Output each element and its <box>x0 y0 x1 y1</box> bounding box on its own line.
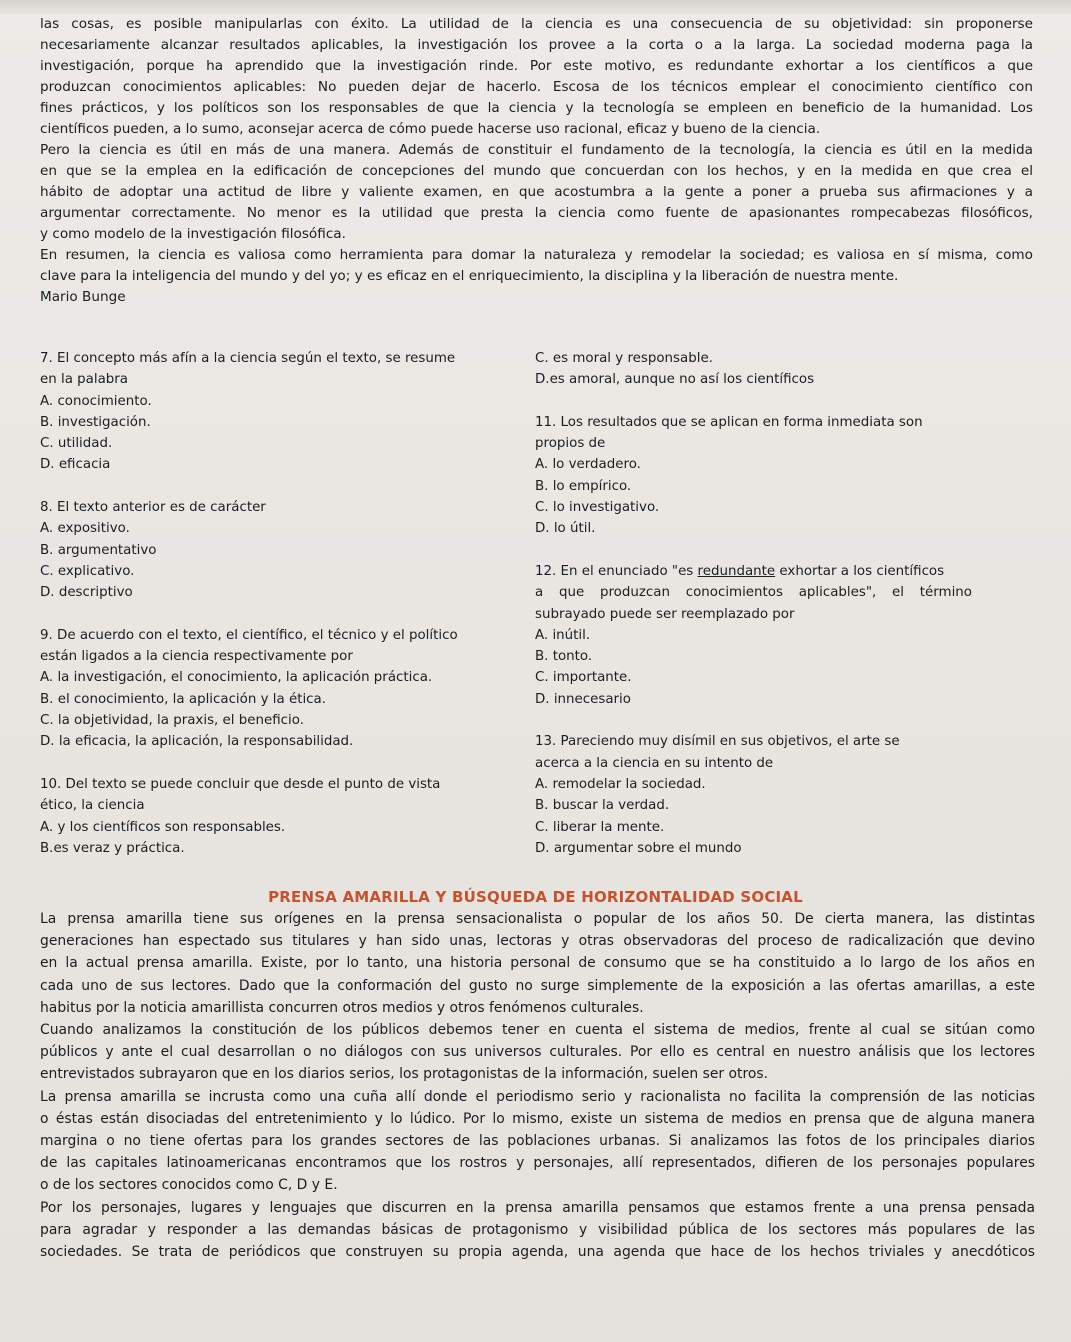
text-line: en que se la emplea en la edificación de concepciones del mundo que concuerdan con los hechos, y en la medida en que crea el <box>40 163 1033 179</box>
text-line: argumentar correctamente. No menor es la utilidad que presta la ciencia como fuente de apasionantes rompecabezas filosóficos, <box>40 205 1033 221</box>
spacer <box>535 710 1035 731</box>
option: C. liberar la mente. <box>535 819 665 835</box>
text-line: Por los personajes, lugares y lenguajes que discurren en la prensa amarilla pensamos que estamos frente a una prensa pensada <box>40 1199 1035 1216</box>
section-title: PRENSA AMARILLA Y BÚSQUEDA DE HORIZONTALIDAD SOCIAL <box>268 888 803 906</box>
option: A. y los científicos son responsables. <box>40 819 286 835</box>
option: C. explicativo. <box>40 563 135 579</box>
question-11-stem: propios de <box>535 436 606 452</box>
questions-right-column <box>535 348 1035 859</box>
questions-left-column <box>40 348 480 859</box>
question-12-stem: subrayado puede ser reemplazado por <box>535 606 795 622</box>
text-line: sociedades. Se trata de periódicos que construyen su propia agenda, una agenda que hace de los hechos triviales y anecdóticos <box>40 1244 1035 1261</box>
text-line: La prensa amarilla tiene sus orígenes en la prensa sensacionalista o popular de los años 50. De cierta manera, las distintas <box>40 911 1035 927</box>
passage-top <box>40 14 1033 308</box>
text-line: o éstas están disociadas del entretenimiento y lo lúdico. Por lo mismo, existe un sistema de medios en prensa que de alguna manera <box>40 1110 1035 1127</box>
text-line: cada uno de sus lectores. Dado que la conformación del gusto no surge simplemente de la exposición a las ofertas amarillas, a este <box>40 977 1035 994</box>
option: A. remodelar la sociedad. <box>535 776 706 792</box>
spacer <box>535 391 1035 412</box>
question-13-stem: acerca a la ciencia en su intento de <box>535 755 774 771</box>
text-line: clave para la inteligencia del mundo y del yo; y es eficaz en el enriquecimiento, la disciplina y la liberación de nuestra mente. <box>40 268 899 284</box>
option: B. lo empírico. <box>535 478 632 494</box>
option: A. conocimiento. <box>40 393 152 409</box>
text-line: habitus por la noticia amarillista concurren otros medios y otros fenómenos culturales. <box>40 999 644 1016</box>
text-line: científicos pueden, a lo sumo, aconsejar acerca de cómo puede hacerse uso racional, eficaz y bueno de la ciencia. <box>40 121 821 137</box>
text-line: para agradar y responder a las demandas básicas de protagonismo y visibilidad pública de los sectores más populares de las <box>40 1221 1035 1238</box>
spacer <box>40 604 480 625</box>
passage-lower <box>40 908 1035 1263</box>
option: B. investigación. <box>40 414 151 430</box>
text-line: investigación, porque ha aprendido que la investigación rinde. Por este motivo, es redundante exhortar a los científicos a que <box>40 58 1033 74</box>
text-line: Pero la ciencia es útil en más de una manera. Además de constituir el fundamento de la tecnología, la ciencia es útil en la medida <box>40 142 1033 158</box>
text-line: generaciones han espectado sus titulares y han sido unas, lectoras y otras observadoras del proceso de radicalización que devino <box>40 933 1035 950</box>
text-line: produzcan conocimientos aplicables: No pueden dejar de hacerlo. Escosa de los técnicos emplear el conocimiento científico con <box>40 79 1033 95</box>
option: D. eficacia <box>40 457 111 473</box>
text-line: La prensa amarilla se incrusta como una cuña allí donde el periodismo serio y racionalista no facilita la comprensión de las noticias <box>40 1088 1035 1105</box>
option: C. la objetividad, la praxis, el beneficio. <box>40 713 304 729</box>
option: A. expositivo. <box>40 521 130 537</box>
option: D. innecesario <box>535 691 631 707</box>
text-line: y como modelo de la investigación filosófica. <box>40 226 346 242</box>
question-10-stem: ético, la ciencia <box>40 798 145 814</box>
question-9-stem: están ligados a la ciencia respectivamente por <box>40 649 353 665</box>
option: B. el conocimiento, la aplicación y la ética. <box>40 691 326 707</box>
option: B. buscar la verdad. <box>535 798 670 814</box>
question-8-stem: 8. El texto anterior es de carácter <box>40 500 266 516</box>
option: A. inútil. <box>535 627 591 643</box>
text-line: margina o no tiene ofertas para los grandes sectores de las poblaciones urbanas. Si analizamos las fotos de los principales diarios <box>40 1133 1035 1150</box>
text-line: las cosas, es posible manipularlas con éxito. La utilidad de la ciencia es una consecuencia de su objetividad: sin proponerse <box>40 16 1033 32</box>
text-line: entrevistados subrayaron que en los diarios serios, los protagonistas de la información, suelen ser otros. <box>40 1066 769 1083</box>
spacer <box>40 476 480 497</box>
option: D. lo útil. <box>535 521 596 537</box>
option: C. lo investigativo. <box>535 500 660 516</box>
option: D. la eficacia, la aplicación, la responsabilidad. <box>40 734 354 750</box>
q12-prefix: 12. En el enunciado "es <box>535 563 698 579</box>
text-line: públicos y ante el cual desarrollan o no diálogos con sus universos culturales. Por ello es central en nuestro análisis que los lectores <box>40 1044 1035 1061</box>
option: C. es moral y responsable. <box>535 351 713 366</box>
question-12-stem <box>535 561 1035 582</box>
author-name: Mario Bunge <box>40 289 126 305</box>
option: B. tonto. <box>535 649 593 665</box>
option: D.es amoral, aunque no así los científicos <box>535 372 815 388</box>
question-10-stem: 10. Del texto se puede concluir que desde el punto de vista <box>40 776 441 792</box>
text-line: En resumen, la ciencia es valiosa como herramienta para domar la naturaleza y remodelar la sociedad; es valiosa en sí misma, como <box>40 247 1033 263</box>
text-line: hábito de adoptar una actitud de libre y valiente examen, en que acostumbra a la gente a poner a prueba sus afirmaciones y a <box>40 184 1033 200</box>
text-line: de las capitales latinoamericanas encontramos que los rostros y personajes, allí representados, difieren de los personajes populares <box>40 1155 1035 1172</box>
option: D. argumentar sobre el mundo <box>535 840 742 856</box>
text-line: o de los sectores conocidos como C, D y E. <box>40 1177 338 1194</box>
page-top-edge <box>0 0 1071 14</box>
option: B. argumentativo <box>40 542 157 558</box>
q12-suffix: exhortar a los científicos <box>775 563 945 579</box>
text-line: necesariamente alcanzar resultados aplicables, la investigación los provee a la corta o a la larga. La sociedad moderna paga la <box>40 37 1033 53</box>
question-7-stem: 7. El concepto más afín a la ciencia según el texto, se resume <box>40 351 456 366</box>
underlined-word: redundante <box>697 563 776 579</box>
option: B.es veraz y práctica. <box>40 840 185 856</box>
text-line: fines prácticos, y los políticos son los responsables de que la ciencia y la tecnología se empleen en beneficio de la humanidad. Los <box>40 100 1033 116</box>
text-line: en la actual prensa amarilla. Existe, por lo tanto, una historia personal de consumo que se ha constituido a lo largo de los años en <box>40 955 1035 972</box>
option: D. descriptivo <box>40 585 133 601</box>
option: A. la investigación, el conocimiento, la aplicación práctica. <box>40 670 433 686</box>
spacer <box>40 753 480 774</box>
question-9-stem: 9. De acuerdo con el texto, el científico, el técnico y el político <box>40 627 458 643</box>
option: C. importante. <box>535 670 632 686</box>
question-11-stem: 11. Los resultados que se aplican en forma inmediata son <box>535 414 923 430</box>
option: A. lo verdadero. <box>535 457 641 473</box>
spacer <box>535 540 1035 561</box>
question-13-stem: 13. Pareciendo muy disímil en sus objetivos, el arte se <box>535 734 900 750</box>
text-line: Cuando analizamos la constitución de los públicos debemos tener en cuenta el sistema de medios, frente al cual se sitúan como <box>40 1022 1035 1039</box>
question-7-stem: en la palabra <box>40 372 129 388</box>
option: C. utilidad. <box>40 436 113 452</box>
question-12-stem: a que produzcan conocimientos aplicables", el término <box>535 585 972 601</box>
